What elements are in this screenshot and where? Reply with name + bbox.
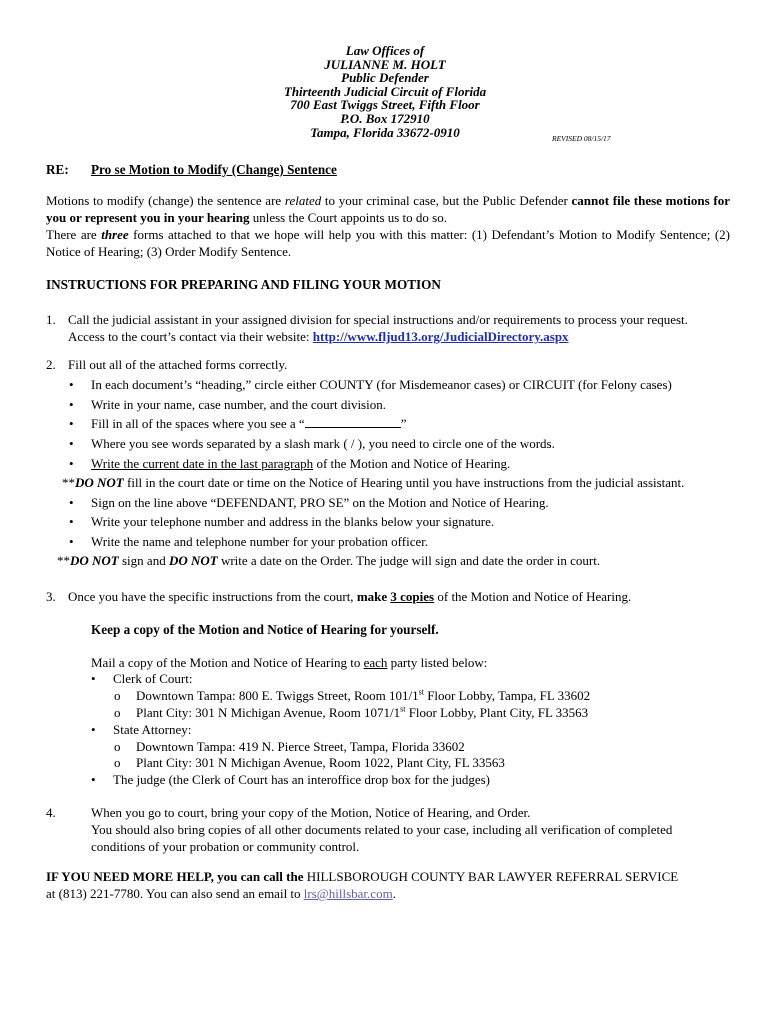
list-item bbox=[69, 455, 511, 472]
list-item-text: Write your telephone number and address in the blanks below your signature. bbox=[91, 514, 495, 529]
text: of the Motion and Notice of Hearing. bbox=[434, 589, 632, 604]
text: to your criminal case, but the Public Defender bbox=[321, 193, 572, 208]
judicial-directory-link[interactable]: http://www.fljud13.org/JudicialDirectory.aspx bbox=[312, 329, 569, 344]
list-item-text: Sign on the line above “DEFENDANT, PRO SE” on the Motion and Notice of Hearing. bbox=[91, 495, 549, 510]
letterhead-line: Public Defender bbox=[341, 70, 429, 86]
blank-line bbox=[305, 416, 401, 428]
list-item bbox=[69, 494, 549, 511]
step-4 bbox=[91, 804, 741, 855]
do-not-note bbox=[62, 474, 684, 491]
intro-paragraph-2 bbox=[46, 226, 730, 260]
step-2-intro: Fill out all of the attached forms correctly. bbox=[68, 357, 288, 372]
text: ** bbox=[62, 475, 75, 490]
help-line bbox=[46, 868, 736, 885]
bullet-icon: • bbox=[69, 397, 74, 412]
text: Plant City: 301 N Michigan Avenue, Room 1022, Plant City, FL 33563 bbox=[136, 755, 505, 770]
text: fill in the court date or time on the Notice of Hearing until you have instructions from the judicial assistant. bbox=[123, 475, 685, 490]
bullet-icon: • bbox=[69, 514, 74, 529]
sub-list-item bbox=[114, 754, 505, 771]
text: Mail a copy of the Motion and Notice of Hearing to bbox=[91, 655, 364, 670]
letterhead-line: Law Offices of bbox=[345, 43, 425, 58]
list-item-text: Write the name and telephone number for your probation officer. bbox=[91, 534, 429, 549]
text: party listed below: bbox=[387, 655, 488, 670]
text: Once you have the specific instructions from the court, bbox=[68, 589, 357, 604]
list-item-text: The judge (the Clerk of Court has an interoffice drop box for the judges) bbox=[113, 772, 491, 787]
text-bold-underlined: 3 copies bbox=[390, 589, 435, 604]
re-label: RE: bbox=[46, 162, 69, 177]
bullet-icon: • bbox=[69, 416, 74, 431]
step-1-line bbox=[68, 328, 738, 345]
text-bold-italic: three bbox=[101, 227, 129, 242]
list-item-text: Fill in all of the spaces where you see a “ bbox=[91, 416, 305, 431]
text: Downtown Tampa: 800 E. Twiggs Street, Room 101/1 bbox=[136, 688, 419, 703]
bullet-icon: • bbox=[91, 722, 96, 737]
bullet-icon: • bbox=[91, 772, 96, 787]
help-footer bbox=[46, 868, 736, 902]
keep-copy-note: Keep a copy of the Motion and Notice of Hearing for yourself. bbox=[91, 622, 439, 637]
bullet-icon: • bbox=[69, 436, 74, 451]
superscript: st bbox=[418, 687, 424, 697]
text: ** bbox=[57, 553, 70, 568]
do-not-note bbox=[57, 552, 600, 569]
text: forms attached to that we hope will help you with this matter: (1) Defendant’s Motion to Modify Sentence; (2) Notice of Hearing; (3) Order Modify Sentence. bbox=[46, 227, 730, 259]
text-bold: cannot file these motions for you or represent you in your hearing bbox=[46, 193, 731, 225]
text-italic: related bbox=[284, 193, 322, 208]
circle-bullet-icon: o bbox=[114, 688, 121, 703]
text: . bbox=[392, 886, 396, 901]
text: of the Motion and Notice of Hearing. bbox=[313, 456, 511, 471]
intro-paragraph-1 bbox=[46, 192, 730, 226]
step-number: 4. bbox=[46, 805, 56, 820]
text: sign and bbox=[118, 553, 169, 568]
text: Downtown Tampa: 419 N. Pierce Street, Tampa, Florida 33602 bbox=[136, 739, 465, 754]
text: at (813) 221-7780. You can also send an email to bbox=[46, 886, 304, 901]
letterhead-line: P.O. Box 172910 bbox=[340, 110, 430, 126]
list-item bbox=[69, 435, 555, 452]
list-item-text: Clerk of Court: bbox=[113, 671, 193, 686]
list-item bbox=[69, 415, 407, 432]
text: unless the Court appoints us to do so. bbox=[249, 210, 447, 225]
superscript: st bbox=[400, 704, 406, 714]
text-bold: IF YOU NEED MORE HELP, you can call the bbox=[46, 869, 304, 884]
office-name: JULIANNE M. HOLT bbox=[324, 56, 446, 72]
letterhead-line: 700 East Twiggs Street, Fifth Floor bbox=[290, 97, 480, 113]
text: Floor Lobby, Plant City, FL 33563 bbox=[405, 705, 589, 720]
letterhead bbox=[0, 44, 770, 139]
text: Floor Lobby, Tampa, FL 33602 bbox=[423, 688, 591, 703]
instructions-heading: INSTRUCTIONS FOR PREPARING AND FILING YOUR MOTION bbox=[46, 277, 441, 292]
list-item bbox=[69, 396, 386, 413]
list-item-text: In each document’s “heading,” circle either COUNTY (for Misdemeanor cases) or CIRCUIT (for Felony cases) bbox=[91, 377, 672, 392]
bullet-icon: • bbox=[69, 377, 74, 392]
list-item bbox=[91, 670, 193, 687]
step-4-line: You should also bring copies of all other documents related to your case, including all verification of completed bbox=[91, 822, 673, 837]
step-number: 3. bbox=[46, 589, 56, 604]
sub-list-item bbox=[114, 738, 465, 755]
bullet-icon: • bbox=[91, 671, 96, 686]
re-subject: Pro se Motion to Modify (Change) Sentence bbox=[91, 162, 337, 177]
text: Access to the court’s contact via their website: bbox=[68, 329, 313, 344]
text-bold-italic: DO NOT bbox=[70, 553, 119, 568]
text: Motions to modify (change) the sentence are bbox=[46, 193, 285, 208]
bullet-icon: • bbox=[69, 495, 74, 510]
text: ” bbox=[400, 416, 407, 431]
list-item bbox=[91, 771, 491, 788]
list-item bbox=[91, 721, 192, 738]
text-bold: make bbox=[356, 589, 391, 604]
list-item-text: State Attorney: bbox=[113, 722, 192, 737]
bullet-icon: • bbox=[69, 534, 74, 549]
sub-list-item bbox=[114, 704, 589, 721]
mail-instructions bbox=[91, 654, 487, 671]
revised-date: REVISED 08/15/17 bbox=[552, 134, 611, 143]
list-item bbox=[69, 376, 672, 393]
step-4-line: conditions of your probation or community control. bbox=[91, 839, 360, 854]
step-3-line bbox=[68, 588, 631, 605]
text: HILLSBOROUGH COUNTY BAR LAWYER REFERRAL SERVICE bbox=[303, 869, 679, 884]
step-4-line: When you go to court, bring your copy of the Motion, Notice of Hearing, and Order. bbox=[91, 805, 531, 820]
step-number: 1. bbox=[46, 312, 56, 327]
letterhead-line: Thirteenth Judicial Circuit of Florida bbox=[283, 83, 487, 99]
circle-bullet-icon: o bbox=[114, 739, 121, 754]
letterhead-line: Tampa, Florida 33672-0910 bbox=[310, 124, 460, 140]
list-item-text: Write in your name, case number, and the court division. bbox=[91, 397, 386, 412]
list-item-text: Where you see words separated by a slash mark ( / ), you need to circle one of the words. bbox=[91, 436, 555, 451]
text-underlined: Write the current date in the last paragraph bbox=[91, 456, 314, 471]
circle-bullet-icon: o bbox=[114, 705, 121, 720]
list-item bbox=[69, 533, 429, 550]
text-underlined: each bbox=[363, 655, 388, 670]
bullet-icon: • bbox=[69, 456, 74, 471]
list-item bbox=[69, 513, 495, 530]
text: There are bbox=[46, 227, 102, 242]
text: write a date on the Order. The judge will sign and date the order in court. bbox=[217, 553, 601, 568]
text: Plant City: 301 N Michigan Avenue, Room 1071/1 bbox=[136, 705, 401, 720]
circle-bullet-icon: o bbox=[114, 755, 121, 770]
text-bold-italic: DO NOT bbox=[168, 553, 218, 568]
text-bold-italic: DO NOT bbox=[75, 475, 124, 490]
email-link[interactable]: lrs@hillsbar.com bbox=[303, 886, 393, 901]
sub-list-item bbox=[114, 687, 591, 704]
step-number: 2. bbox=[46, 357, 56, 372]
step-1-line: Call the judicial assistant in your assigned division for special instructions and/or requirements to process your request. bbox=[68, 312, 688, 327]
step-1 bbox=[68, 311, 738, 345]
help-line bbox=[46, 885, 736, 902]
